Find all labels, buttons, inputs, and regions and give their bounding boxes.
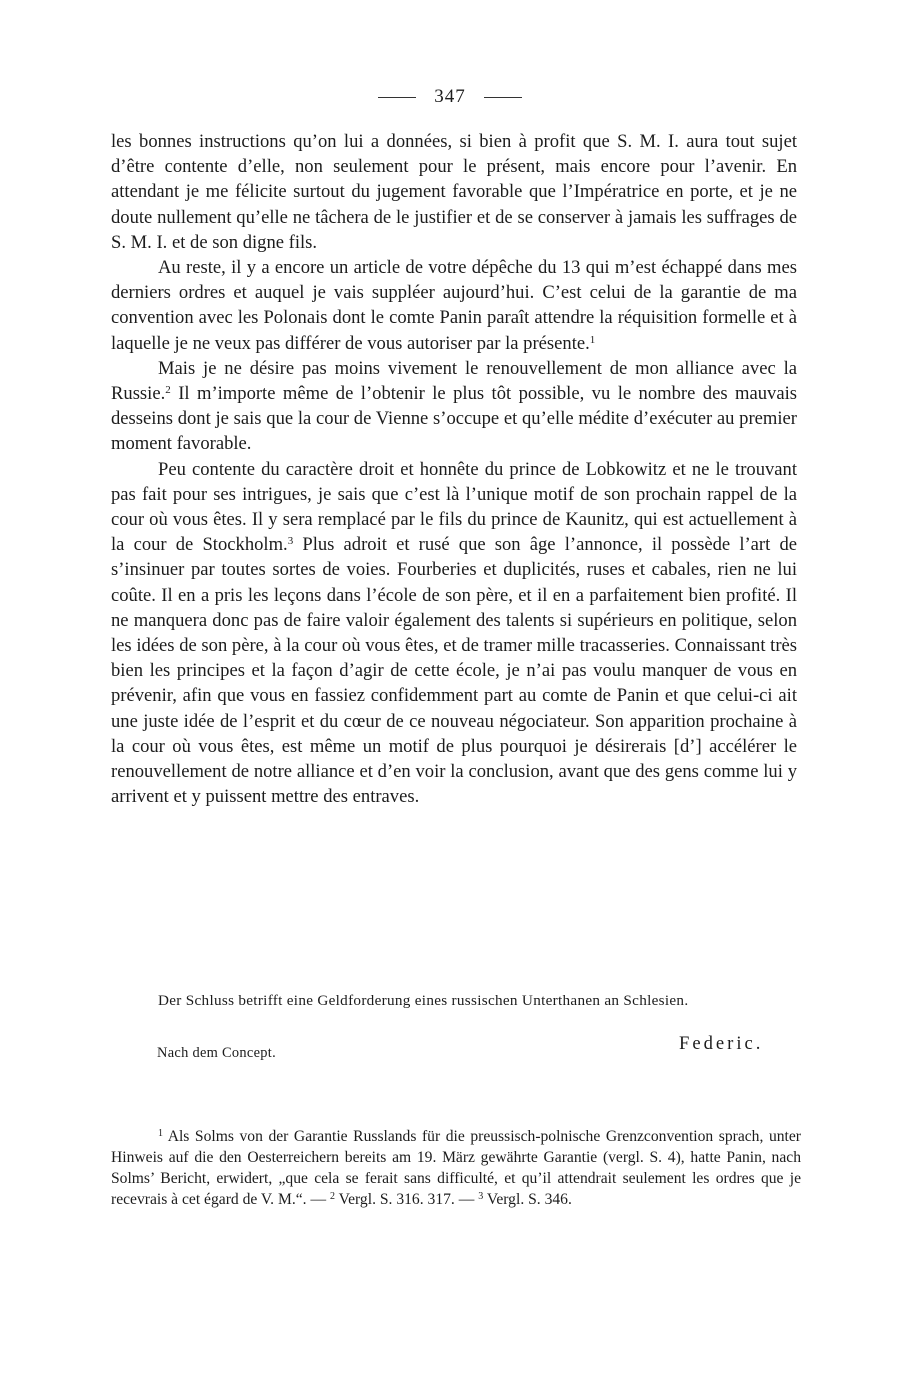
footnote-1-marker: 1 [158,1128,163,1139]
page-header [0,86,900,108]
signature: Federic. [679,1033,764,1054]
paragraph-3-text-a: Mais je ne désire pas moins vivement le renouvellement de mon alliance avec la Russie. [111,357,797,405]
paragraph-2-text: Au reste, il y a encore un article de votre dépêche du 13 qui m’est échappé dans mes derniers ordres et auquel je vais suppléer aujourd’hui. C’est celui de la garantie de ma convention avec les Polonais dont le comte Panin paraît attendre la réquisition formelle et à laquelle je ne veux pas différer de vous autoriser par la présente. [111,257,797,354]
footnote-1-text: Als Solms von der Garantie Russlands für die preussisch-polnische Grenzconvention sprach, unter Hinweis auf die den Oesterreichern bereits am 19. März gewährte Garantie (vergl. S. 4), hatte Panin, nach Solms’ Bericht, erwidert, „que cela se ferait sans difficulté, et qu’il attendrait seulement les ordres que je recevrais à cet égard de V. M.“. — [111,1128,801,1208]
footnote-2-text: Vergl. S. 316. 317. — [334,1191,479,1208]
footnote-3-marker: 3 [478,1191,484,1202]
paragraph-4-text-b: Plus adroit et rusé que son âge l’annonce, il possède l’art de s’insinuer par toutes sortes de voies. Fourberies et duplicités, ruses et cabales, rien ne lui coûte. Il en a pris les leçons dans l’école de son père, et il en a parfaitement bien profité. Il ne manquera donc pas de faire valoir également des talents si supérieurs en politique, selon les idées de son père, à la cour où vous êtes, et de tramer mille tracasseries. Connaissant très bien les principes et la façon d’agir de cette école, je n’ai pas voulu manquer de vous en prévenir, afin que vous en fassiez confidemment part au comte de Panin et que celui-ci ait une juste idée de l’esprit et du cœur de ce nouveau négociateur. Son apparition prochaine à la cour où vous êtes, est même un motif de plus pourquoi je désirerais [d’] accélérer le renouvellement de notre alliance et d’en voir la conclusion, avant que des gens comme lui y arrivent et y puissent mettre des entraves. [111,534,797,808]
footnote-block [111,1126,801,1210]
paragraph-2 [111,255,797,356]
page-number: 347 [434,86,466,107]
footnote-3-text: Vergl. S. 346. [483,1191,572,1208]
paragraph-3 [111,356,797,457]
paragraph-4-text-a: Peu contente du caractère droit et honnête du prince de Lobkowitz et ne le trouvant pas fait pour ses intrigues, je sais que c’est là l’unique motif de son prochain rappel de la cour où vous êtes. Il y sera remplacé par le fils du prince de Kaunitz, qui est actuellement à la cour de Stockholm. [111,458,797,556]
paragraph-4 [111,457,797,810]
paragraph-3-text-b: Il m’importe même de l’obtenir le plus tôt possible, vu le nombre des mauvais desseins dont je sais que la cour de Vienne s’occupe et qu’elle médite d’exécuter au premier moment favorable. [111,383,797,455]
footnote-ref-3: 3 [287,535,294,548]
header-rule-left [378,97,416,98]
paragraph-1-text: les bonnes instructions qu’on lui a données, si bien à profit que S. M. I. aura tout sujet d’être contente d’elle, non seulement pour le présent, mais encore pour l’avenir. En attendant je me félicite surtout du jugement favorable que l’Impératrice en porte, et je ne doute nullement qu’elle ne tâchera de le justifier et de se conserver à jamais les suffrages de S. M. I. et de son digne fils. [111,131,797,253]
footnote-2-marker: 2 [329,1191,335,1202]
header-rule-right [484,97,522,98]
editorial-summary: Der Schluss betrifft eine Geldforderung eines russischen Unterthanen an Schlesien. [158,992,689,1009]
footnote-ref-2: 2 [165,384,171,397]
footnotes [111,1126,801,1210]
letter-body [111,129,797,809]
source-note: Nach dem Concept. [157,1045,276,1061]
footnote-ref-1: 1 [589,333,596,346]
paragraph-1 [111,129,797,255]
